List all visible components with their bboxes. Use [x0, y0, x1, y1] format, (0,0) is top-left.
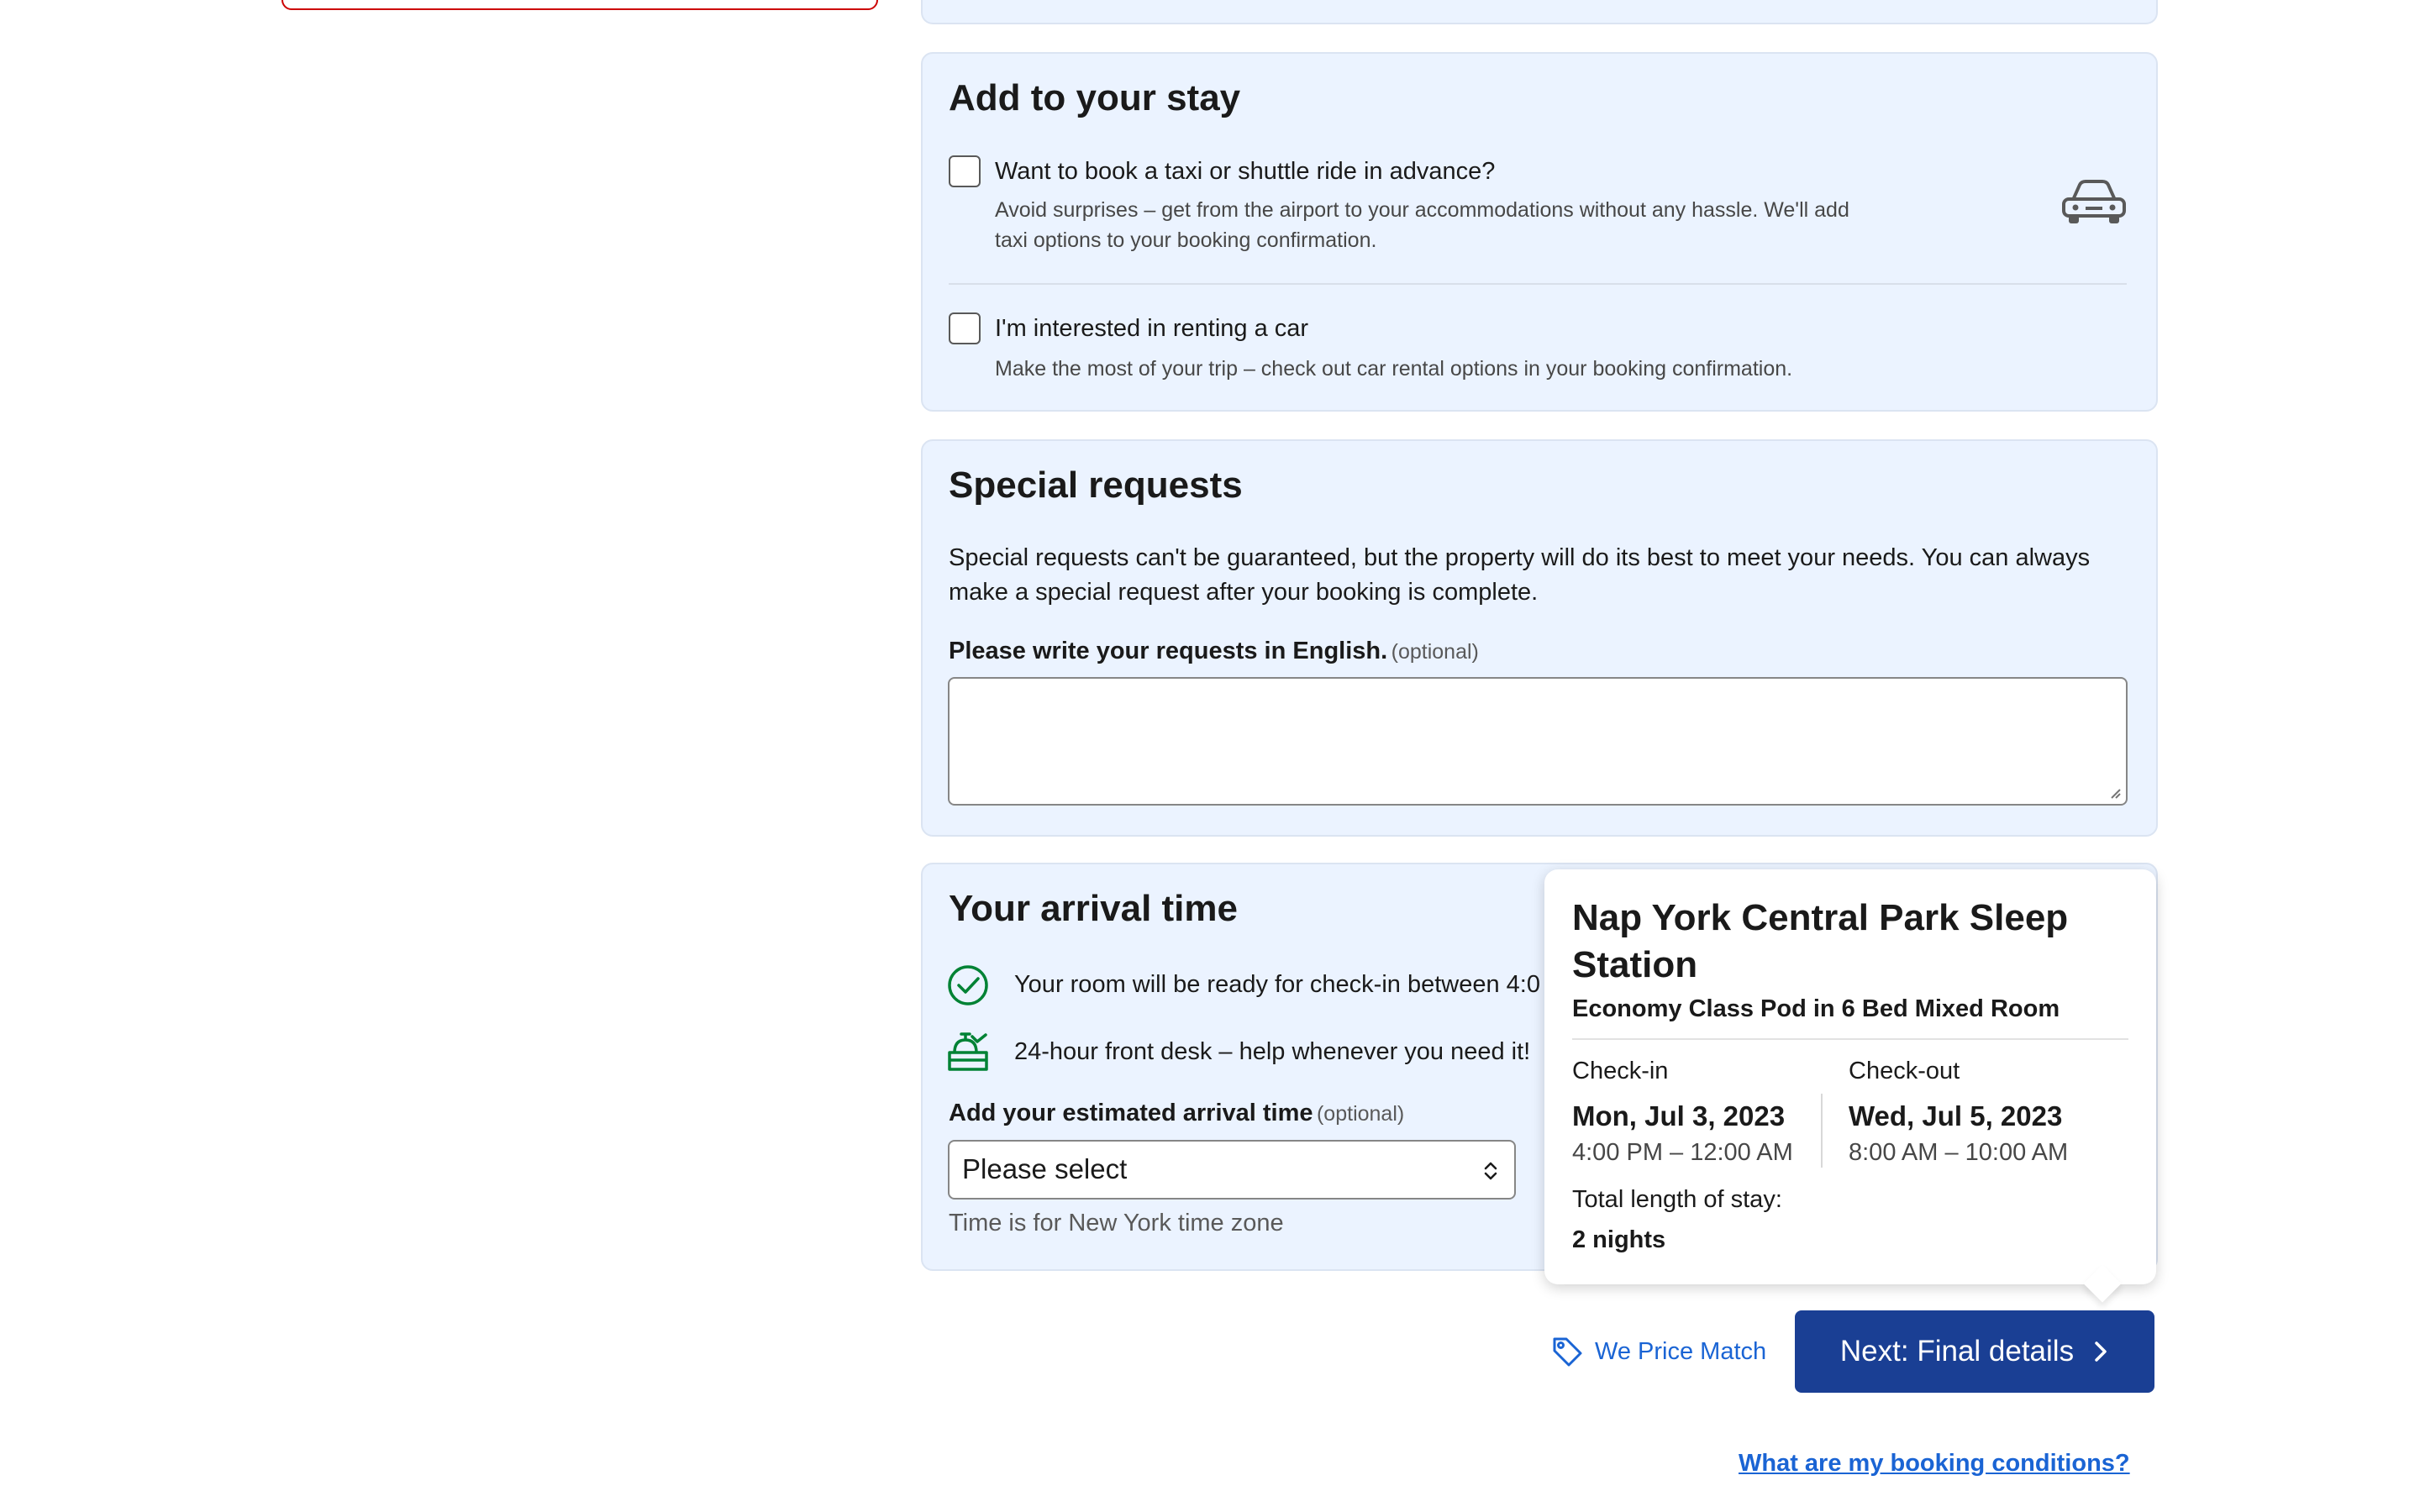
- next-button-label: Next: Final details: [1839, 1335, 2075, 1368]
- arrival-time-select[interactable]: [948, 1140, 1516, 1200]
- price-tag-icon: [1551, 1336, 1583, 1368]
- next-final-details-button[interactable]: [1795, 1310, 2154, 1393]
- checkin-checkout-separator: [1821, 1094, 1823, 1168]
- special-requests-desc-line1: Special requests can't be guaranteed, but the property will do its best to meet your needs. You can always: [949, 544, 2091, 571]
- property-name-line2: Station: [1572, 944, 1698, 985]
- add-to-stay-title: Add to your stay: [949, 77, 1241, 118]
- arrival-optional-text: (optional): [1316, 1102, 1405, 1126]
- previous-section-card: [921, 0, 2158, 24]
- taxi-checkbox[interactable]: [949, 155, 981, 187]
- taxi-option-desc-line2: taxi options to your booking confirmation.: [995, 228, 1377, 252]
- resize-handle-icon[interactable]: [2109, 787, 2121, 799]
- price-match-text[interactable]: We Price Match: [1595, 1337, 1767, 1365]
- car-icon: [2061, 178, 2127, 227]
- special-requests-label: [949, 638, 1479, 665]
- front-desk-bell-icon: [947, 1030, 989, 1072]
- arrival-time-select-value: Please select: [962, 1153, 1128, 1184]
- special-requests-desc-line2: make a special request after your booking is complete.: [949, 579, 1539, 606]
- checkout-time: 8:00 AM – 10:00 AM: [1849, 1139, 2069, 1166]
- checkin-time: 4:00 PM – 12:00 AM: [1572, 1139, 1793, 1166]
- checkout-date: Wed, Jul 5, 2023: [1849, 1100, 2063, 1131]
- checkout-label: Check-out: [1849, 1058, 1960, 1084]
- arrival-time-title: Your arrival time: [949, 888, 1238, 929]
- taxi-option-desc-line1: Avoid surprises – get from the airport to your accommodations without any hassle. We'll add: [995, 198, 1849, 222]
- car-rental-option-title[interactable]: I'm interested in renting a car: [995, 315, 1309, 342]
- add-to-stay-divider: [949, 283, 2127, 285]
- taxi-option-title[interactable]: Want to book a taxi or shuttle ride in advance?: [995, 158, 1496, 185]
- length-of-stay-label: Total length of stay:: [1572, 1186, 1782, 1213]
- special-requests-title: Special requests: [949, 465, 1243, 506]
- special-requests-textarea[interactable]: [948, 677, 2128, 806]
- check-circle-icon: [947, 964, 989, 1006]
- room-type: Economy Class Pod in 6 Bed Mixed Room: [1572, 995, 2060, 1022]
- arrival-select-label-text: Add your estimated arrival time: [949, 1100, 1313, 1126]
- price-match-link[interactable]: [1551, 1336, 1766, 1368]
- booking-conditions-link[interactable]: What are my booking conditions?: [1739, 1450, 2130, 1477]
- checkin-label: Check-in: [1572, 1058, 1669, 1084]
- checkin-ready-text: Your room will be ready for check-in between 4:0: [1014, 971, 1540, 998]
- car-rental-option-desc: Make the most of your trip – check out car rental options in your booking confirmation.: [995, 357, 1793, 381]
- select-chevron-updown-icon: [1482, 1158, 1499, 1184]
- property-name-line1: Nap York Central Park Sleep: [1572, 897, 2069, 938]
- arrival-select-label: [949, 1100, 1404, 1127]
- checkin-date: Mon, Jul 3, 2023: [1572, 1100, 1786, 1131]
- requests-optional-text: (optional): [1391, 640, 1479, 664]
- car-rental-checkbox[interactable]: [949, 312, 981, 344]
- chevron-right-icon: [2092, 1339, 2109, 1364]
- length-of-stay-value: 2 nights: [1572, 1226, 1666, 1253]
- previous-form-card: [281, 0, 878, 10]
- popup-divider: [1572, 1038, 2128, 1040]
- timezone-hint: Time is for New York time zone: [949, 1210, 1284, 1236]
- requests-label-text: Please write your requests in English.: [949, 638, 1388, 664]
- front-desk-text: 24-hour front desk – help whenever you need it!: [1014, 1038, 1531, 1065]
